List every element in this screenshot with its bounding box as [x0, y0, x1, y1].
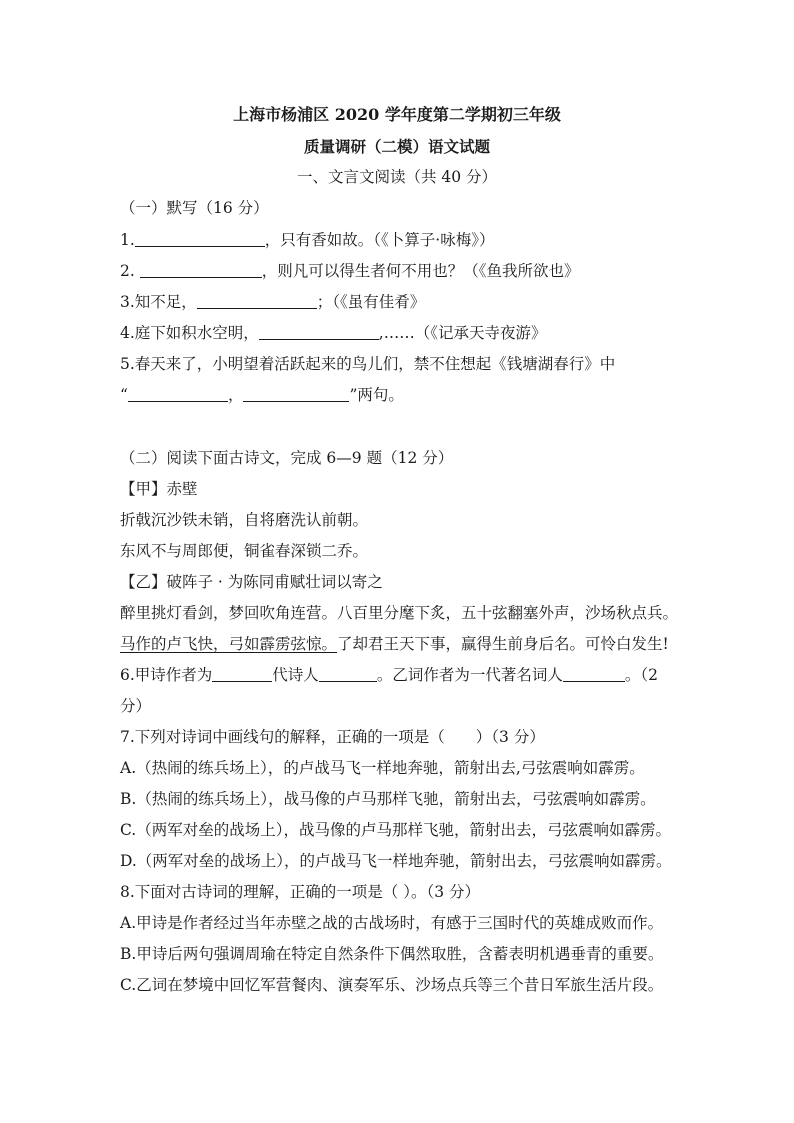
question-1	[120, 228, 494, 250]
part2-heading: （二）阅读下面古诗文，完成 6—9 题（12 分）	[120, 449, 454, 467]
exam-title: 上海市杨浦区 2020 学年度第二学期初三年级	[233, 105, 561, 124]
q8-option-b: B.甲诗后两句强调周瑜在特定自然条件下偶然取胜，含蓄表明机遇垂青的重要。	[120, 945, 664, 963]
q5-blank-1[interactable]	[128, 384, 228, 402]
q1-number: 1.	[120, 231, 135, 249]
q2-blank[interactable]	[140, 260, 262, 278]
q8-option-c: C.乙词在梦境中回忆军营餐肉、演奏军乐、沙场点兵等三个昔日军旅生活片段。	[120, 976, 664, 994]
q3-suffix: ；（《虽有佳肴》	[316, 293, 426, 311]
q3-blank[interactable]	[197, 291, 317, 309]
q6-blank-3[interactable]	[563, 664, 625, 682]
question-2	[120, 259, 580, 281]
question-6	[120, 663, 658, 685]
q2-text: ，则凡可以得生者何不用也？（《鱼我所欲也》	[261, 262, 580, 280]
q7-option-b: B.（热闹的练兵场上），战马像的卢马那样飞驰，箭射出去，弓弦震响如霹雳。	[120, 790, 656, 808]
section-heading: 一、文言文阅读（共 40 分）	[296, 168, 498, 186]
q4-blank[interactable]	[259, 322, 379, 340]
exam-subtitle: 质量调研（二模）语文试题	[303, 137, 490, 156]
underlined-line: 马作的卢飞快，弓如霹雳弦惊。	[120, 635, 338, 653]
poem-yi-title: 【乙】破阵子 · 为陈同甫赋壮词以寄之	[120, 573, 383, 591]
q5-open-quote: “	[120, 386, 128, 404]
q6-part-c: 。乙词作者为一代著名词人	[376, 666, 563, 684]
q4-suffix: ,……（《记承天寺夜游》	[378, 324, 547, 342]
question-5-line1: 5.春天来了，小明望着活跃起来的鸟儿们，禁不住想起《钱塘湖春行》中	[120, 355, 616, 373]
question-4	[120, 321, 546, 343]
question-6-cont: 分）	[120, 697, 152, 715]
question-7-stem: 7.下列对诗词中画线句的解释，正确的一项是（ ）（3 分）	[120, 728, 545, 746]
poem-yi-line1: 醉里挑灯看剑，梦回吹角连营。八百里分麾下炙，五十弦翻塞外声，沙场秋点兵。	[120, 604, 679, 622]
q1-text: ，只有香如故。（《卜算子·咏梅》）	[264, 231, 495, 249]
q6-part-b: 代诗人	[272, 666, 319, 684]
q7-option-d: D.（两军对垒的战场上），的卢战马飞一样地奔驰，箭射出去，弓弦震响如霹雳。	[120, 852, 672, 870]
q7-option-c: C.（两军对垒的战场上），战马像的卢马那样飞驰，箭射出去，弓弦震响如霹雳。	[120, 821, 671, 839]
poem-yi-line2-rest: 了却君王天下事，赢得生前身后名。可怜白发生!	[337, 635, 669, 653]
question-3	[120, 290, 425, 312]
q1-blank[interactable]	[135, 229, 265, 247]
q5-comma: ，	[227, 386, 244, 404]
poem-yi-line2	[120, 632, 669, 654]
q4-prefix: 4.庭下如积水空明，	[120, 324, 259, 342]
poem-jia-line2: 东风不与周郎便，铜雀春深锁二乔。	[120, 542, 369, 560]
q6-part-a: 6.甲诗作者为	[120, 666, 213, 684]
q5-close: ”两句。	[349, 386, 404, 404]
poem-jia-line1: 折戟沉沙铁未销，自将磨洗认前朝。	[120, 511, 369, 529]
part1-heading: （一）默写（16 分）	[120, 199, 269, 217]
question-8-stem: 8.下面对古诗词的理解，正确的一项是（ ）。（3 分）	[120, 883, 481, 901]
q5-blank-2[interactable]	[243, 384, 349, 402]
q8-option-a: A.甲诗是作者经过当年赤壁之战的古战场时，有感于三国时代的英雄成败而作。	[120, 914, 664, 932]
q2-number: 2.	[120, 262, 135, 280]
q6-blank-1[interactable]	[212, 664, 272, 682]
question-5-line2	[120, 383, 404, 405]
q3-prefix: 3.知不足，	[120, 293, 197, 311]
q7-option-a: A.（热闹的练兵场上），的卢战马飞一样地奔驰，箭射出去,弓弦震响如霹雳。	[120, 759, 645, 777]
q6-blank-2[interactable]	[319, 664, 377, 682]
q6-part-d: 。（2	[624, 666, 658, 684]
poem-jia-title: 【甲】赤壁	[120, 480, 198, 498]
